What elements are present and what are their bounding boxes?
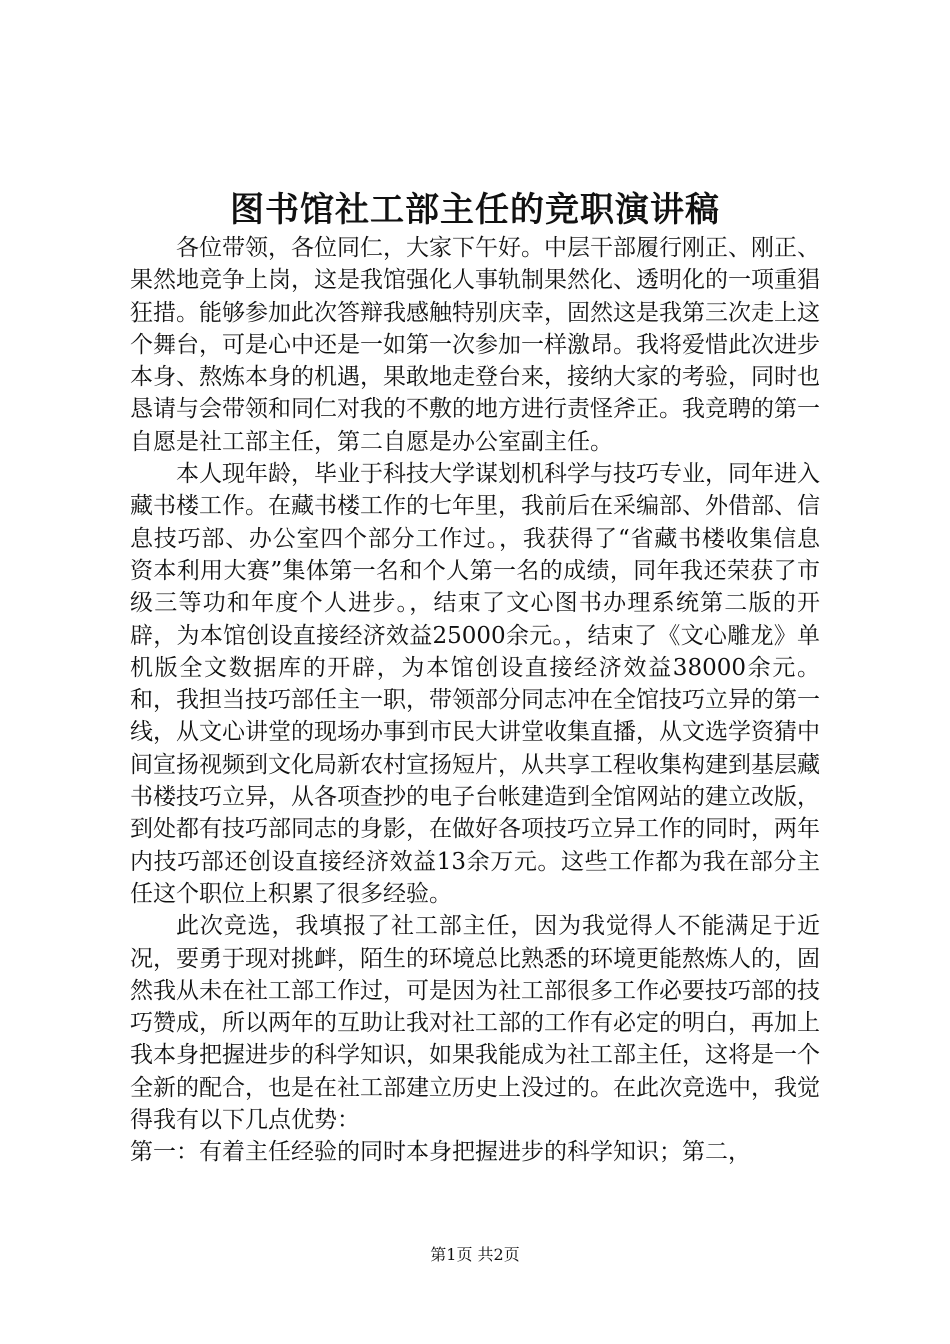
paragraph-2: 本人现年龄，毕业于科技大学谋划机科学与技巧专业，同年进入藏书楼工作。在藏书楼工作的七年里，我前后在采编部、外借部、信息技巧部、办公室四个部分工作过。，我获得了“省藏书楼收集信息资本利用大赛”集体第一名和个人第一名的成绩，同年我还荣获了市级三等功和年度个人进步。，结束了文心图书办理系统第二版的开辟，为本馆创设直接经济效益25000余元。，结束了《文心雕龙》单机版全文数据库的开辟，为本馆创设直接经济效益38000余元。和，我担当技巧部任主一职，带领部分同志冲在全馆技巧立异的第一线，从文心讲堂的现场办事到市民大讲堂收集直播，从文选学资猜中间宣扬视频到文化局新农村宣扬短片，从共享工程收集构建到基层藏书楼技巧立异，从各项查抄的电子台帐建造到全馆网站的建立改版，到处都有技巧部同志的身影，在做好各项技巧立异工作的同时，两年内技巧部还创设直接经济效益13余万元。这些工作都为我在部分主任这个职位上积累了很多经验。	[130, 461, 820, 907]
document-body	[130, 232, 820, 1169]
paragraph-1: 各位带领，各位同仁，大家下午好。中层干部履行刚正、刚正、果然地竞争上岗，这是我馆强化人事轨制果然化、透明化的一项重猖狂措。能够参加此次答辩我感触特别庆幸，固然这是我第三次走上这个舞台，可是心中还是一如第一次参加一样激昂。我将爱惜此次进步本身、熬炼本身的机遇，果敢地走登台来，接纳大家的考验，同时也恳请与会带领和同仁对我的不敷的地方进行责怪斧正。我竞聘的第一自愿是社工部主任，第二自愿是办公室副主任。	[130, 235, 820, 455]
paragraph-4: 第一：有着主任经验的同时本身把握进步的科学知识；第二，	[130, 1139, 751, 1166]
document-title: 图书馆社工部主任的竞职演讲稿	[230, 190, 720, 230]
paragraph-3: 此次竞选，我填报了社工部主任，因为我觉得人不能满足于近况，要勇于现对挑衅，陌生的环境总比熟悉的环境更能熬炼人的，固然我从未在社工部工作过，可是因为社工部很多工作必要技巧部的技巧赞成，所以两年的互助让我对社工部的工作有必定的明白，再加上我本身把握进步的科学知识，如果我能成为社工部主任，这将是一个全新的配合，也是在社工部建立历史上没过的。在此次竞选中，我觉得我有以下几点优势：	[130, 913, 820, 1134]
page-footer: 第1页 共2页	[430, 1245, 520, 1264]
